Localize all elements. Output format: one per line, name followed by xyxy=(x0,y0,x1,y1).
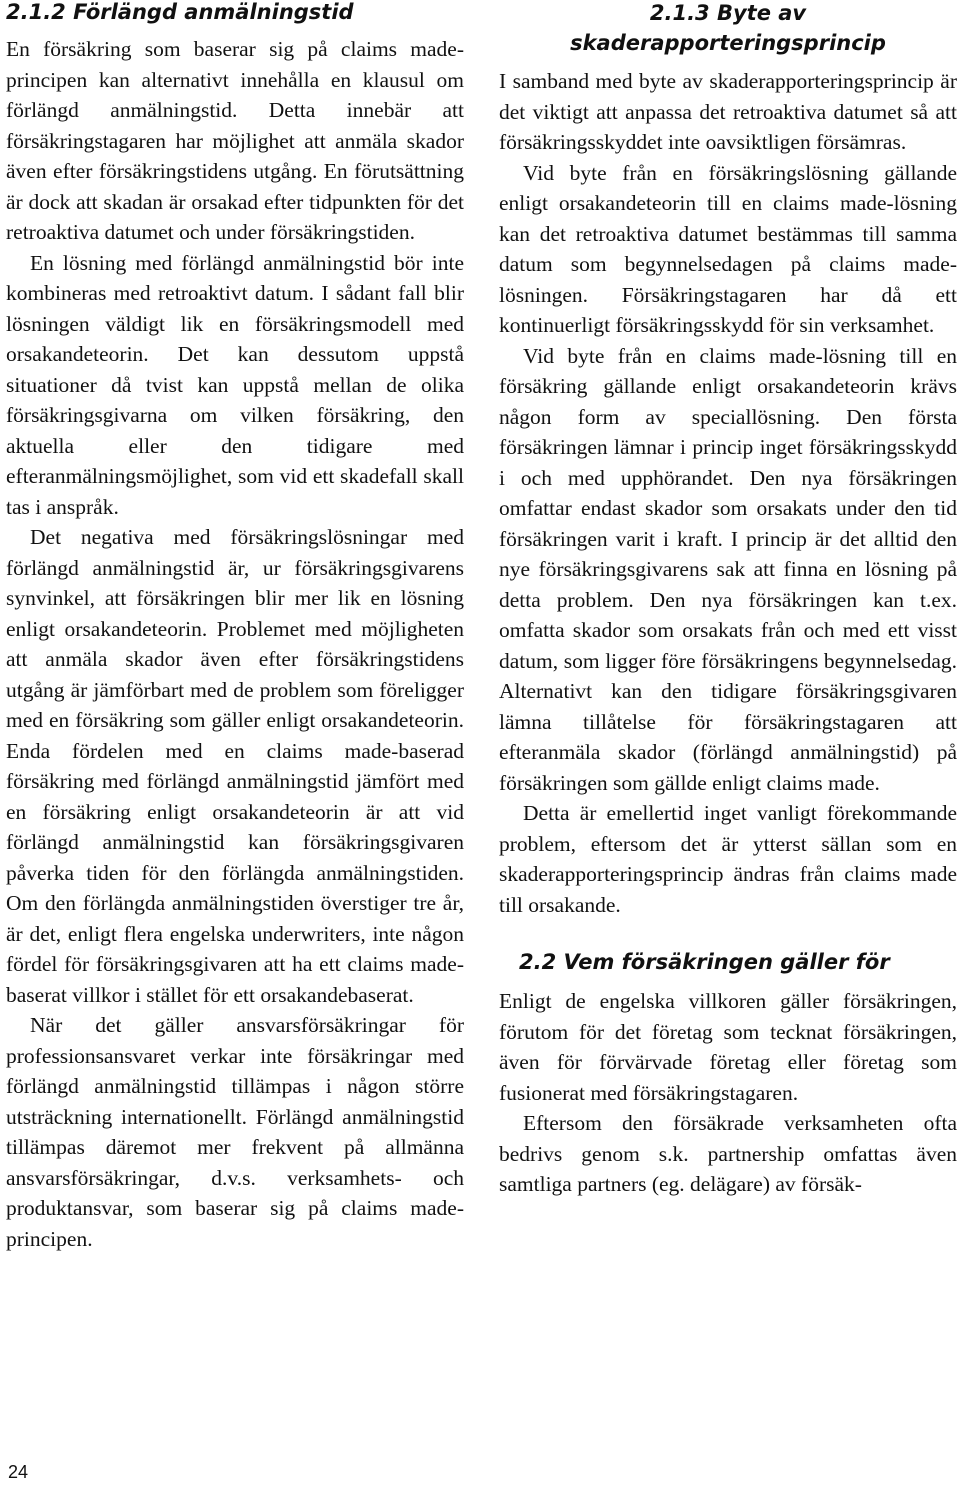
paragraph: Enligt de engelska villkoren gäller försäkringen, förutom för det företag som tecknat försäkringen, även för förvärvade företag eller företag som fusionerat med försäkringstagaren. xyxy=(499,989,957,1105)
paragraph: Vid byte från en claims made-lösning till en försäkring gällande enligt orsakandeteorin krävs någon form av speciallösning. Den första försäkringen lämnar i princip inget försäkringsskydd i och med upphörandet. Den nya försäkringen omfattar endast skador som orsakats under den tid försäkringen varit i kraft. I princip är det alltid den nye försäkringsgivarens sak att finna en lösning på detta problem. Den nya försäkringen kan t.ex. omfatta skador som orsakats från och med ett visst datum, som ligger före försäkringens begynnelsedag. Alternativt kan den tidigare försäkringsgivaren lämna tillåtelse för försäkringstagaren att efteranmäla skador (förlängd anmälningstid) på försäkringen som gällde enligt claims made. xyxy=(499,343,957,795)
section-heading-2-1-3: 2.1.3 Byte av skaderapporteringsprincip xyxy=(570,1,886,55)
paragraph: Eftersom den försäkrade verksamheten ofta bedrivs genom s.k. partnership omfattas även samtliga partners (eg. delägare) av försäk- xyxy=(499,1111,957,1196)
paragraph: I samband med byte av skaderapporteringsprincip är det viktigt att anpassa det retroaktiva datumet så att försäkringsskyddet inte oavsiktligen försämras. xyxy=(499,69,957,154)
paragraph: En försäkring som baserar sig på claims made-principen kan alternativt innehålla en klausul om förlängd anmälningstid. Detta innebär att försäkringstagaren har möjlighet att anmäla skador även efter försäkringstidens utgång. En förutsättning är dock att skadan är orsakad efter tidpunkten för det retroaktiva datumet och under försäkringstiden. xyxy=(6,37,464,244)
paragraph: Det negativa med försäkringslösningar med förlängd anmälningstid är, ur försäkringsgivarens synvinkel, att försäkringen blir mer lik en lösning enligt orsakandeteorin. Problemet med möjligheten att anmäla skador även efter försäkringstidens utgång är jämförbart med de problem som föreligger med en försäkring som gäller enligt orsakandeteorin. Enda fördelen med en claims made-baserad försäkring med förlängd anmälningstid jämfört med en försäkring enligt orsakandeteorin är att vid förlängd anmälningstid kan försäkringsgivaren påverka tiden för den förlängda anmälningstiden. Om den förlängda anmälningstiden överstiger tre år, är det, enligt flera engelska underwriters, inte någon fördel för försäkringsgivaren att ha ett claims made-baserat villkor i stället för ett orsakandebaserat. xyxy=(6,525,464,1007)
section-heading-2-2: 2.2 Vem försäkringen gäller för xyxy=(519,950,890,974)
section-heading-2-1-2: 2.1.2 Förlängd anmälningstid xyxy=(6,0,354,24)
page-number: 24 xyxy=(8,1462,29,1482)
paragraph: När det gäller ansvarsförsäkringar för professionsansvaret verkar inte försäkringar med förlängd anmälningstid tillämpas i någon större utsträckning internationellt. Förlängd anmälningstid tillämpas däremot mer frekvent på allmänna ansvarsförsäkringar, d.v.s. verksamhets- och produktansvar, som baserar sig på claims made-principen. xyxy=(6,1013,464,1251)
paragraph: Detta är emellertid inget vanligt förekommande problem, eftersom det är ytterst sällan som en skaderapporteringsprincip ändras från claims made till orsakande. xyxy=(499,801,957,917)
left-column xyxy=(6,0,464,1254)
paragraph: En lösning med förlängd anmälningstid bör inte kombineras med retroaktivt datum. I sådant fall blir lösningen väldigt lik en försäkringsmodell med orsakandeteorin. Det kan dessutom uppstå situationer då tvist kan uppstå mellan de olika försäkringsgivarna om vilken försäkring, den aktuella eller den tidigare med efteranmälningsmöjlighet, som vid ett skadefall skall tas i anspråk. xyxy=(6,250,464,519)
right-column xyxy=(499,0,957,1200)
paragraph: Vid byte från en försäkringslösning gällande enligt orsakandeteorin till en claims made-lösning kan det retroaktiva datumet bestämmas till samma datum som begynnelsedagen på claims made-lösningen. Försäkringstagaren har då ett kontinuerligt försäkringsskydd för sin verksamhet. xyxy=(499,160,957,337)
